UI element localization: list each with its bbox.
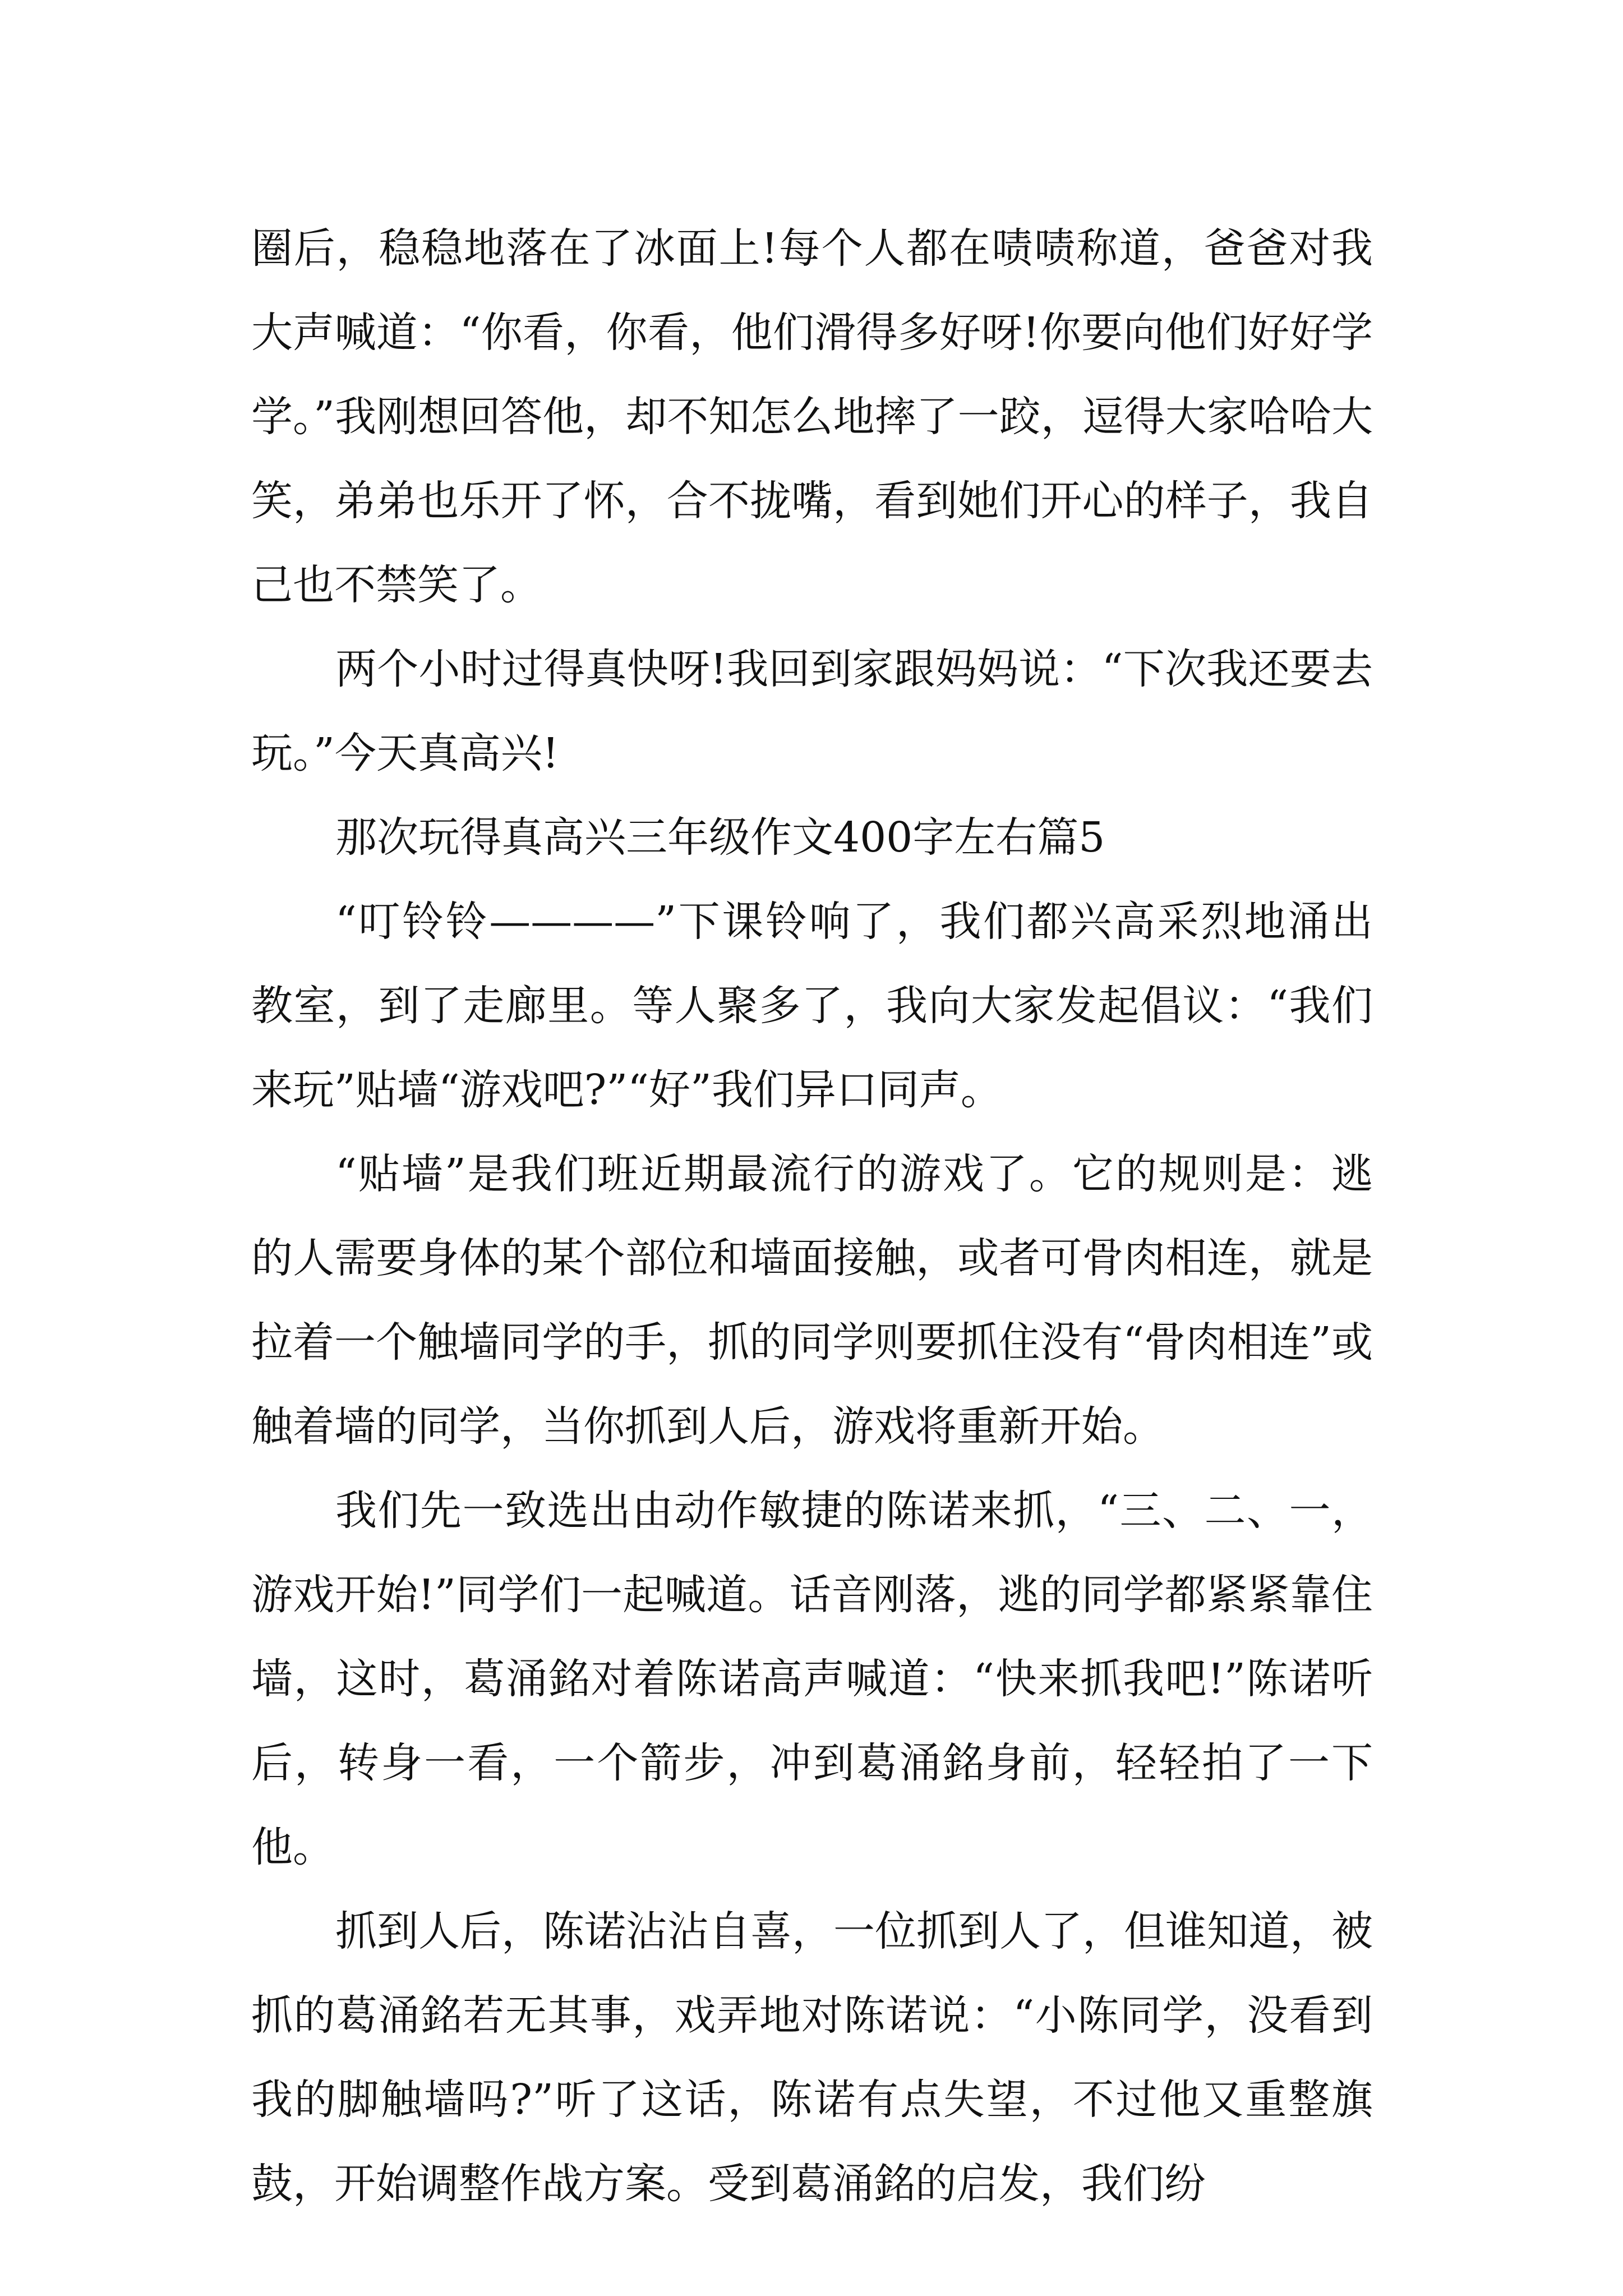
paragraph-bell-rings: “叮铃铃————”下课铃响了，我们都兴高采烈地涌出教室，到了走廊里。等人聚多了，我向大家发起倡议：“我们来玩”贴墙“游戏吧?”“好”我们异口同声。 bbox=[251, 898, 1373, 1114]
paragraph-game-start: 我们先一致选出由动作敏捷的陈诺来抓，“三、二、一，游戏开始!”同学们一起喊道。话音刚落，逃的同学都紧紧靠住墙，这时，葛涌銘对着陈诺高声喊道：“快来抓我吧!”陈诺听后，转身一看，一个箭步，冲到葛涌銘身前，轻轻拍了一下他。 bbox=[251, 1487, 1373, 1871]
essay-heading: 那次玩得真高兴三年级作文400字左右篇5 bbox=[335, 813, 1105, 862]
document-body bbox=[251, 206, 1373, 2226]
continued-paragraph: 圈后，稳稳地落在了冰面上!每个人都在啧啧称道，爸爸对我大声喊道：“你看，你看，他们滑得多好呀!你要向他们好好学学。”我刚想回答他，却不知怎么地摔了一跤，逗得大家哈哈大笑，弟弟也乐开了怀，合不拢嘴，看到她们开心的样子，我自己也不禁笑了。 bbox=[251, 224, 1373, 609]
paragraph-after-catch: 抓到人后，陈诺沾沾自喜，一位抓到人了，但谁知道，被抓的葛涌銘若无其事，戏弄地对陈诺说：“小陈同学，没看到我的脚触墙吗?”听了这话，陈诺有点失望，不过他又重整旗鼓，开始调整作战方案。受到葛涌銘的启发，我们纷 bbox=[251, 1907, 1373, 2208]
paragraph-game-rules: “贴墙”是我们班近期最流行的游戏了。它的规则是：逃的人需要身体的某个部位和墙面接触，或者可骨肉相连，就是拉着一个触墙同学的手，抓的同学则要抓住没有“骨肉相连”或触着墙的同学，当你抓到人后，游戏将重新开始。 bbox=[251, 1150, 1373, 1451]
paragraph-return-home: 两个小时过得真快呀!我回到家跟妈妈说：“下次我还要去玩。”今天真高兴! bbox=[251, 645, 1373, 777]
